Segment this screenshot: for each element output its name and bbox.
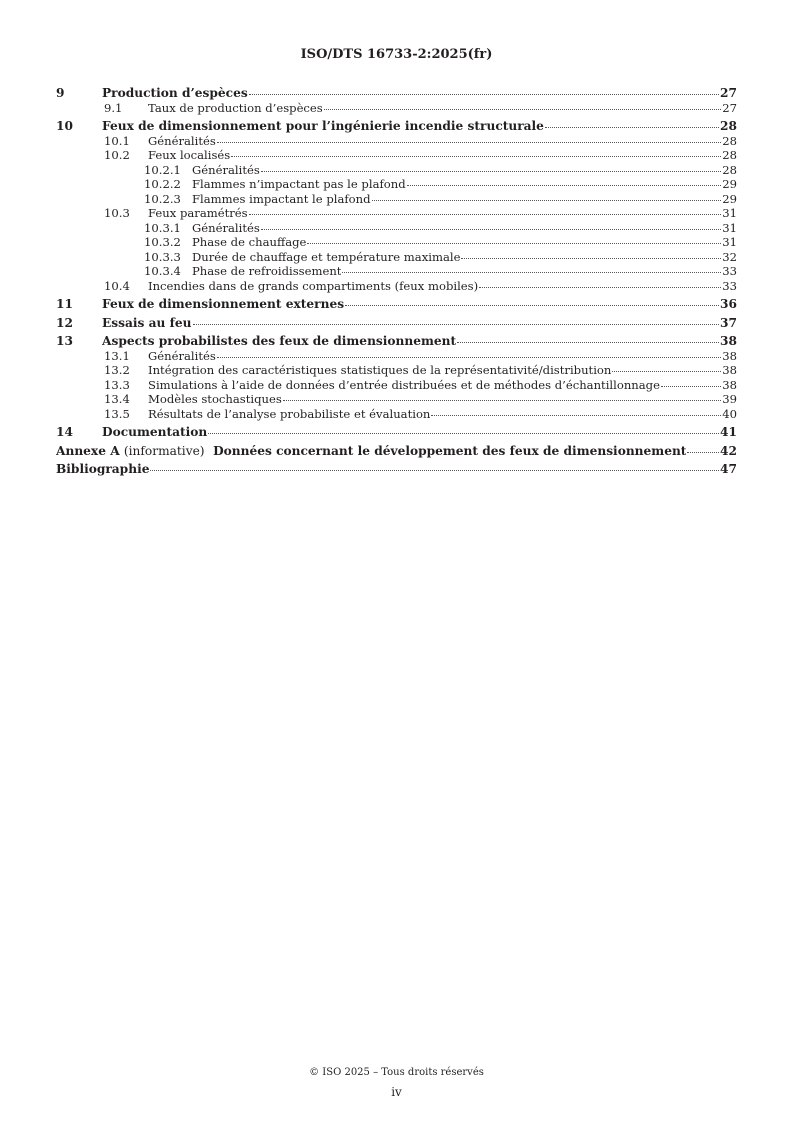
- dot-leader: [307, 243, 721, 244]
- toc-entry-page: 31: [722, 206, 737, 220]
- toc-entry-title: Feux de dimensionnement pour l’ingénierie incendie structurale: [102, 119, 544, 133]
- toc-entry-title: Généralités: [192, 220, 260, 235]
- toc-entry-number: 12: [56, 315, 73, 330]
- dot-leader: [431, 415, 721, 416]
- toc-entry-page: 29: [722, 191, 737, 206]
- toc-entry-page: 38: [722, 363, 737, 377]
- toc-entry-number: 10.3.3: [144, 249, 181, 264]
- toc-entry-10-3-4[interactable]: [56, 264, 737, 279]
- toc-entry-title: Taux de production d’espèces: [148, 100, 323, 115]
- toc-entry-number: 9: [56, 86, 65, 100]
- toc-entry-page: 27: [722, 100, 737, 115]
- toc-entry-10-2-3[interactable]: [56, 192, 737, 207]
- toc-entry-number: 10.2.1: [144, 162, 181, 177]
- toc-entry-number: 10.3: [104, 206, 130, 220]
- toc-entry-page: 32: [722, 249, 737, 264]
- dot-leader: [661, 386, 721, 387]
- toc-entry-number: 10.3.1: [144, 220, 181, 235]
- dot-leader: [345, 305, 719, 306]
- toc-entry-title: Incendies dans de grands compartiments (feux mobiles): [148, 278, 479, 293]
- toc-entry-page: 28: [722, 162, 737, 177]
- toc-entry-page: 29: [722, 177, 737, 191]
- toc-entry-10-3[interactable]: [56, 206, 737, 221]
- toc-entry-number: 10: [56, 119, 73, 133]
- dot-leader: [249, 214, 722, 215]
- toc-entry-number: 10.4: [104, 278, 130, 293]
- document-header: ISO/DTS 16733-2:2025(fr): [300, 47, 493, 62]
- toc-entry-number: 10.3.4: [144, 264, 181, 278]
- toc-entry-9-1[interactable]: [56, 101, 737, 116]
- toc-entry-10-4[interactable]: [56, 279, 737, 294]
- toc-entry-title: Production d’espèces: [102, 86, 248, 100]
- toc-entry-number: 13: [56, 334, 73, 348]
- dot-leader: [283, 400, 721, 401]
- toc-entry-title: Flammes impactant le plafond: [192, 191, 371, 206]
- toc-entry-10-3-2[interactable]: [56, 235, 737, 250]
- toc-entry-title: Modèles stochastiques: [148, 392, 282, 406]
- toc-entry-number: 10.2: [104, 148, 130, 162]
- toc-entry-title: Généralités: [148, 348, 216, 363]
- toc-entry-10-2-2[interactable]: [56, 177, 737, 192]
- toc-entry-title: Documentation: [102, 425, 208, 439]
- annex-title: Données concernant le développement des feux de dimensionnement: [213, 443, 687, 458]
- annex-label: Annexe A: [56, 443, 120, 458]
- toc-entry-10[interactable]: [56, 119, 737, 134]
- dot-leader: [687, 452, 719, 453]
- toc-entry-number: 10.1: [104, 133, 130, 148]
- toc-entry-page: 27: [720, 86, 737, 100]
- toc-entry-13-1[interactable]: [56, 349, 737, 364]
- dot-leader: [261, 229, 721, 230]
- dot-leader: [217, 142, 721, 143]
- toc-entry-page: 40: [722, 406, 737, 421]
- toc-entry-page: 33: [722, 278, 737, 293]
- toc-entry-13-2[interactable]: [56, 363, 737, 378]
- dot-leader: [342, 272, 721, 273]
- toc-entry-page: 28: [722, 148, 737, 162]
- footer-copyright: © ISO 2025 – Tous droits réservés: [309, 1067, 484, 1078]
- toc-entry-page: 42: [720, 443, 737, 458]
- dot-leader: [324, 109, 722, 110]
- toc-entry-page: 28: [720, 119, 737, 133]
- dot-leader: [261, 171, 721, 172]
- toc-entry-title: [56, 444, 686, 459]
- toc-entry-title: Feux localisés: [148, 148, 231, 162]
- toc-entry-11[interactable]: [56, 297, 737, 312]
- toc-entry-number: 13.2: [104, 363, 130, 377]
- toc-entry-title: Essais au feu: [102, 315, 192, 330]
- toc-entry-10-2[interactable]: [56, 148, 737, 163]
- toc-entry-page: 31: [722, 220, 737, 235]
- annex-qualifier: (informative): [123, 443, 205, 458]
- toc-entry-13-3[interactable]: [56, 378, 737, 393]
- toc-entry-page: 33: [722, 264, 737, 278]
- toc-entry-number: 13.5: [104, 406, 130, 421]
- toc-entry-number: 13.4: [104, 392, 130, 406]
- toc-entry-title: Bibliographie: [56, 462, 150, 476]
- toc-entry-annex-a[interactable]: [56, 444, 737, 459]
- toc-entry-title: Généralités: [192, 162, 260, 177]
- toc-entry-13[interactable]: [56, 334, 737, 349]
- toc-entry-12[interactable]: [56, 316, 737, 331]
- toc-entry-title: Feux de dimensionnement externes: [102, 297, 345, 311]
- toc-entry-page: 38: [722, 348, 737, 363]
- toc-entry-number: 10.3.2: [144, 235, 181, 249]
- table-of-contents: [56, 86, 737, 477]
- toc-entry-title: Flammes n’impactant pas le plafond: [192, 177, 406, 191]
- toc-entry-9[interactable]: [56, 86, 737, 101]
- dot-leader: [231, 156, 721, 157]
- toc-entry-title: Simulations à l’aide de données d’entrée distribuées et de méthodes d’échantillonnage: [148, 377, 660, 392]
- toc-entry-14[interactable]: [56, 425, 737, 440]
- toc-entry-title: Phase de refroidissement: [192, 264, 342, 278]
- toc-entry-page: 37: [720, 315, 737, 330]
- dot-leader: [612, 371, 721, 372]
- toc-entry-page: 47: [720, 462, 737, 476]
- dot-leader: [457, 342, 719, 343]
- dot-leader: [150, 470, 719, 471]
- toc-entry-page: 38: [720, 334, 737, 348]
- dot-leader: [407, 185, 722, 186]
- toc-entry-number: 14: [56, 425, 73, 439]
- toc-entry-title: Aspects probabilistes des feux de dimensionnement: [102, 334, 457, 348]
- toc-entry-number: 11: [56, 297, 73, 311]
- toc-entry-title: Feux paramétrés: [148, 206, 248, 220]
- toc-entry-number: 13.3: [104, 377, 130, 392]
- toc-entry-page: 28: [722, 133, 737, 148]
- toc-entry-page: 38: [722, 377, 737, 392]
- toc-entry-title: Phase de chauffage: [192, 235, 307, 249]
- toc-entry-page: 31: [722, 235, 737, 249]
- dot-leader: [217, 357, 721, 358]
- toc-entry-title: Intégration des caractéristiques statistiques de la représentativité/distribution: [148, 363, 612, 377]
- toc-entry-title: Résultats de l’analyse probabiliste et évaluation: [148, 406, 431, 421]
- dot-leader: [545, 127, 719, 128]
- dot-leader: [372, 200, 722, 201]
- toc-entry-number: 9.1: [104, 100, 123, 115]
- toc-entry-10-3-1[interactable]: [56, 221, 737, 236]
- dot-leader: [479, 287, 721, 288]
- dot-leader: [193, 324, 720, 325]
- toc-entry-13-4[interactable]: [56, 392, 737, 407]
- dot-leader: [208, 433, 719, 434]
- toc-entry-number: 10.2.3: [144, 191, 181, 206]
- toc-entry-bibliography[interactable]: [56, 462, 737, 477]
- toc-entry-10-2-1[interactable]: [56, 163, 737, 178]
- toc-entry-13-5[interactable]: [56, 407, 737, 422]
- toc-entry-number: 13.1: [104, 348, 130, 363]
- toc-entry-page: 41: [720, 425, 737, 439]
- toc-entry-10-1[interactable]: [56, 134, 737, 149]
- footer-page-number: iv: [391, 1085, 402, 1099]
- dot-leader: [249, 94, 719, 95]
- toc-entry-page: 39: [722, 392, 737, 406]
- toc-entry-page: 36: [720, 297, 737, 311]
- toc-entry-number: 10.2.2: [144, 177, 181, 191]
- toc-entry-title: Généralités: [148, 133, 216, 148]
- dot-leader: [461, 258, 721, 259]
- toc-entry-10-3-3[interactable]: [56, 250, 737, 265]
- toc-entry-title: Durée de chauffage et température maximale: [192, 249, 461, 264]
